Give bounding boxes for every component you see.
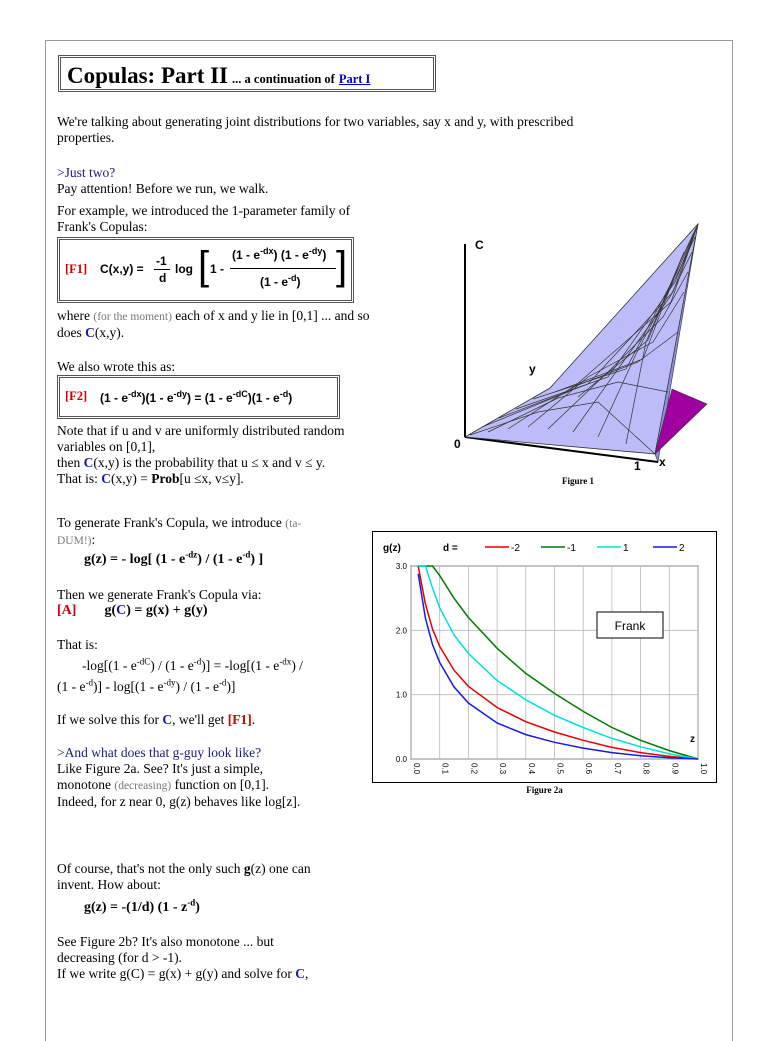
y-tick-label: 0.0 [395,755,407,764]
generate-paragraph: To generate Frank's Copula, we introduce (ta- DUM!): [57,515,302,547]
where-paragraph: where (for the moment) each of x and y lie in [0,1] ... and so does C(x,y). [57,308,370,340]
x-tick-label: 0.1 [440,763,450,775]
part-i-link[interactable]: Part I [338,72,371,86]
x-tick-label: 0.0 [412,763,421,775]
x-tick-label: 0.5 [555,763,565,775]
fig1-caption: Figure 1 [561,476,595,486]
example-paragraph: For example, we introduced the 1-parameter family of Frank's Copulas: [57,203,351,234]
note-paragraph: Note that if u and v are uniformly distributed random variables on [0,1], then C(x,y) is the probability that u ≤ x and v ≤ y. That is: C(x,y) = Prob[u ≤x, v≤y]. [57,423,345,486]
page-subtitle: ... a continuation of [232,72,335,86]
g-guy-paragraph: >And what does that g-guy look like? Like Figure 2a. See? It's just a simple, monotone (decreasing) function on [0,1]. Indeed, for z near 0, g(z) behaves like log[z]. [57,745,301,809]
x-tick-label: 1.0 [699,763,708,775]
y-tick-label: 2.0 [395,626,407,636]
legend-label: 1 [623,543,629,554]
x-tick-label: 0.4 [526,763,536,775]
legend-prefix: d = [443,543,458,554]
x-tick-label: 0.8 [641,763,651,775]
y-tick-label: 1.0 [395,690,407,700]
fig1-label-c: C [475,238,484,252]
legend-label: 2 [679,543,685,554]
annotation-text: Frank [614,619,646,633]
formula-f1: [F1] C(x,y) = -1 d log [ 1 - $(1 - e^{-dx})$ $(1 - e^{-dy})$ $(1 - e^{-d})$ ] [57,237,354,303]
legend-label: -2 [511,543,520,554]
x-tick-label: 0.9 [670,763,680,775]
y-tick-label: 3.0 [395,562,407,571]
y-axis-label: g(z) [383,543,401,554]
x-tick-label: 0.3 [498,763,508,775]
of-course-paragraph: Of course, that's not the only such g(z) one can invent. How about: [57,861,311,892]
figure-2a-box [372,531,717,783]
formula-f2: [F2] $(1 - e^{-dx})(1 - e^{-dy}) = (1 - e^{-dC})(1 - e^{-d})$ [57,375,340,419]
solve-line: If we solve this for C, we'll get [F1]. [57,712,256,727]
title-box [58,55,436,92]
figure-2a-chart [373,532,716,782]
x-tick-label: 0.7 [612,763,622,775]
f2-tag: [F2] [65,389,88,403]
x-axis-label: z [690,734,695,745]
fig1-label-x: x [659,455,666,469]
legend-label: -1 [567,543,576,554]
figure-2b-paragraph: See Figure 2b? It's also monotone ... but decreasing (for d > -1). If we write g(C) = g(x) + g(y) and solve for C, [57,934,309,981]
x-tick-label: 0.6 [584,763,594,775]
fig1-label-1: 1 [634,459,641,473]
figure-1-surface [448,222,728,492]
x-tick-label: 0.2 [469,763,479,775]
intro-paragraph: We're talking about generating joint distributions for two variables, say x and y, with prescribed properties. [57,114,574,145]
also-wrote: We also wrote this as: [57,359,176,374]
page-title: Copulas: Part II [67,63,229,88]
then-paragraph: Then we generate Frank's Copula via: [A] g(C) = g(x) + g(y) [57,587,262,618]
fig1-label-y: y [529,362,536,376]
fig2a-caption: Figure 2a [526,785,563,795]
formula-gz: g(z) = - log[ $(1 - e^{-dz}) / (1 - e^{-d})$ ] [84,549,264,567]
formula-gz2: g(z) = -(1/d) $(1 - z^{-d})$ [84,897,200,915]
thatis-paragraph: That is: $-\log[(1 - e^{-dC}) / (1 - e^{-d})] = -\log[(1 - e^{-dx})$ / $(1 - e^{-d})] - \log[(1 - e^{-dy}) / (1 - e^{-d})]$ [57,637,303,694]
fig1-label-0: 0 [454,437,461,451]
f1-tag: [F1] [65,262,88,276]
question-just-two: >Just two? Pay attention! Before we run, we walk. [57,165,269,196]
